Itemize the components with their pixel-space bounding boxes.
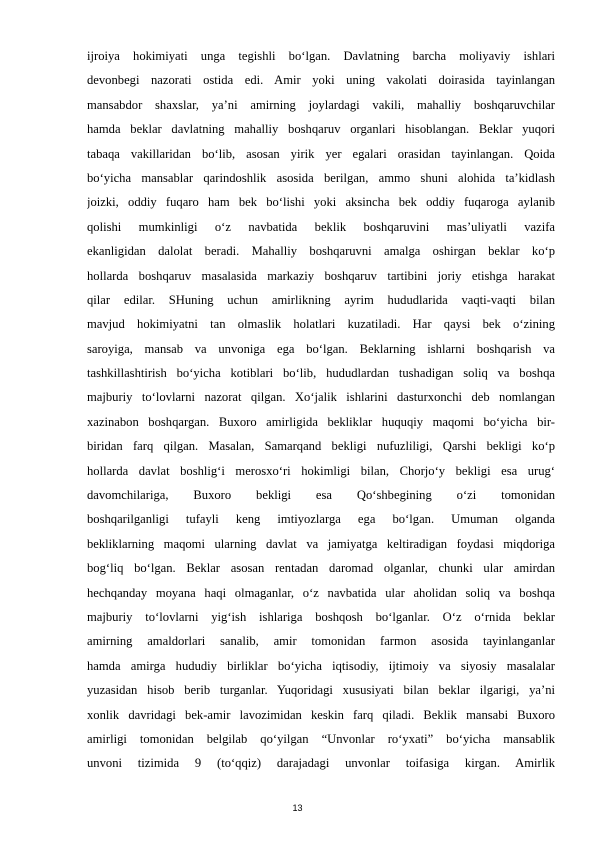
text-line: hollarda boshqaruv masalasida markaziy boshqaruv tartibini joriy etishga harakat xyxy=(87,268,555,283)
text-line: mansabdor shaxslar, ya’ni amirning joylardagi vakili, mahalliy boshqaruvchilar xyxy=(87,97,555,112)
text-line: unvoni tizimida 9 (to‘qqiz) darajadagi unvonlar toifasiga kirgan. Amirlik xyxy=(87,756,555,771)
text-line: amirning amaldorlari sanalib, amir tomonidan farmon asosida tayinlanganlar xyxy=(87,634,555,649)
text-line: hechqanday moyana haqi olmaganlar, o‘z navbatida ular aholidan soliq va boshqa xyxy=(87,585,555,600)
text-line: bo‘yicha mansablar qarindoshlik asosida berilgan, ammo shuni alohida ta’kidlash xyxy=(87,170,555,185)
text-line: hollarda davlat boshlig‘i merosxo‘ri hokimligi bilan, Chorjo‘y bekligi esa urug‘ xyxy=(87,463,555,478)
text-line: biridan farq qilgan. Masalan, Samarqand bekligi nufuzliligi, Qarshi bekligi ko‘p xyxy=(87,439,555,454)
text-line: yuzasidan hisob berib turganlar. Yuqoridagi xususiyati bilan beklar ilgarigi, ya’ni xyxy=(87,683,555,698)
text-line: xonlik davridagi bek-amir lavozimidan keskin farq qiladi. Beklik mansabi Buxoro xyxy=(87,707,555,722)
text-line: davomchilariga, Buxoro bekligi esa Qo‘shbegining o‘zi tomonidan xyxy=(87,488,555,503)
text-line: bog‘liq bo‘lgan. Beklar asosan rentadan daromad olganlar, chunki ular amirdan xyxy=(87,561,555,576)
text-line: tabaqa vakillaridan bo‘lib, asosan yirik yer egalari orasidan tayinlangan. Qoida xyxy=(87,146,555,161)
text-line: ekanligidan dalolat beradi. Mahalliy boshqaruvni amalga oshirgan beklar ko‘p xyxy=(87,244,555,259)
text-line: hamda beklar davlatning mahalliy boshqaruv organlari hisoblangan. Beklar yuqori xyxy=(87,122,555,137)
text-line: bekliklarning maqomi ularning davlat va jamiyatga keltiradigan foydasi miqdoriga xyxy=(87,536,555,551)
text-line: majburiy to‘lovlarni nazorat qilgan. Xo‘jalik ishlarini dasturxonchi deb nomlangan xyxy=(87,390,555,405)
text-line: joizki, oddiy fuqaro ham bek bo‘lishi yoki aksincha bek oddiy fuqaroga aylanib xyxy=(87,195,555,210)
text-line: amirligi tomonidan belgilab qo‘yilgan “Unvonlar ro‘yxati” bo‘yicha mansablik xyxy=(87,731,555,746)
body-text xyxy=(87,44,555,776)
text-line: qolishi mumkinligi o‘z navbatida beklik boshqaruvini mas’uliyatli vazifa xyxy=(87,219,555,234)
text-line: tashkillashtirish bo‘yicha kotiblari bo‘lib, hududlardan tushadigan soliq va boshqa xyxy=(87,366,555,381)
text-line: ijroiya hokimiyati unga tegishli bo‘lgan. Davlatning barcha moliyaviy ishlari xyxy=(87,49,555,63)
text-line: saroyiga, mansab va unvoniga ega bo‘lgan. Beklarning ishlarni boshqarish va xyxy=(87,341,555,356)
text-line: majburiy to‘lovlarni yig‘ish ishlariga boshqosh bo‘lganlar. O‘z o‘rnida beklar xyxy=(87,609,555,624)
text-line: devonbegi nazorati ostida edi. Amir yoki uning vakolati doirasida tayinlangan xyxy=(87,73,555,88)
text-line: boshqarilganligi tufayli keng imtiyozlarga ega bo‘lgan. Umuman olganda xyxy=(87,512,555,527)
text-line: qilar edilar. SHuning uchun amirlikning ayrim hududlarida vaqti-vaqti bilan xyxy=(87,292,555,307)
page-number: 13 xyxy=(292,803,303,813)
text-line: xazinabon boshqargan. Buxoro amirligida bekliklar huquqiy maqomi bo‘yicha bir- xyxy=(87,414,555,429)
text-line: mavjud hokimiyatni tan olmaslik holatlari kuzatiladi. Har qaysi bek o‘zining xyxy=(87,317,555,332)
text-line: hamda amirga hududiy birliklar bo‘yicha iqtisodiy, ijtimoiy va siyosiy masalalar xyxy=(87,658,555,673)
